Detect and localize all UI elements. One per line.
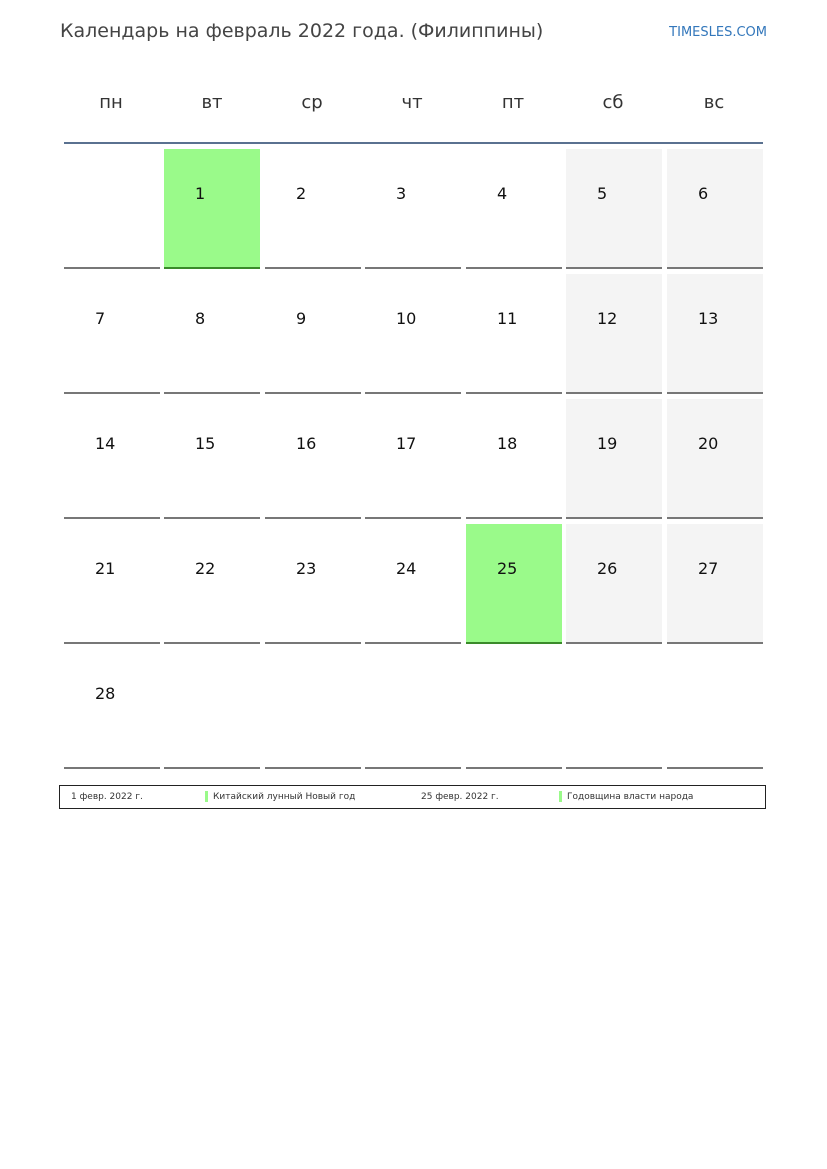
- day-cell: [566, 149, 662, 269]
- day-cell: [466, 524, 562, 644]
- empty-day-cell: [265, 649, 361, 769]
- day-cell: [667, 274, 763, 394]
- day-number: 2: [296, 184, 307, 203]
- legend-date: 25 февр. 2022 г.: [421, 792, 499, 802]
- day-cell: [265, 274, 361, 394]
- day-number: 20: [698, 434, 719, 453]
- day-number: 11: [497, 309, 518, 328]
- weekday-mon: пн: [99, 92, 123, 113]
- day-number: 3: [396, 184, 407, 203]
- day-number: 9: [296, 309, 307, 328]
- weekday-sat: сб: [602, 92, 624, 113]
- day-cell: [466, 399, 562, 519]
- empty-day-cell: [365, 649, 461, 769]
- day-cell: [265, 524, 361, 644]
- day-number: 4: [497, 184, 508, 203]
- weekday-sun: вс: [703, 92, 725, 113]
- legend-holiday-name: Годовщина власти народа: [567, 792, 694, 802]
- day-number: 24: [396, 559, 417, 578]
- day-cell: [164, 524, 260, 644]
- day-number: 26: [597, 559, 618, 578]
- weekday-wed: ср: [301, 92, 323, 113]
- day-cell: [365, 149, 461, 269]
- day-cell: [365, 399, 461, 519]
- empty-day-cell: [64, 149, 160, 269]
- day-number: 22: [195, 559, 216, 578]
- day-cell: [64, 524, 160, 644]
- weekday-thu: чт: [401, 92, 423, 113]
- day-number: 21: [95, 559, 116, 578]
- brand-link[interactable]: TIMESLES.COM: [669, 25, 767, 40]
- day-cell: [466, 274, 562, 394]
- day-number: 19: [597, 434, 618, 453]
- day-cell: [164, 274, 260, 394]
- empty-day-cell: [466, 649, 562, 769]
- day-cell: [667, 399, 763, 519]
- day-cell: [566, 524, 662, 644]
- weekday-fri: пт: [501, 92, 525, 113]
- day-cell: [365, 274, 461, 394]
- day-cell: [64, 399, 160, 519]
- empty-day-cell: [566, 649, 662, 769]
- day-cell: [64, 649, 160, 769]
- weekday-tue: вт: [201, 92, 223, 113]
- day-cell: [566, 274, 662, 394]
- day-cell: [566, 399, 662, 519]
- day-cell: [164, 149, 260, 269]
- day-number: 8: [195, 309, 206, 328]
- legend-date: 1 февр. 2022 г.: [71, 792, 143, 802]
- day-cell: [466, 149, 562, 269]
- day-number: 7: [95, 309, 106, 328]
- calendar-title: Календарь на февраль 2022 года. (Филиппины): [60, 20, 544, 42]
- day-cell: [667, 524, 763, 644]
- day-number: 18: [497, 434, 518, 453]
- day-number: 13: [698, 309, 719, 328]
- holiday-legend: [59, 785, 766, 809]
- day-number: 23: [296, 559, 317, 578]
- empty-day-cell: [164, 649, 260, 769]
- day-number: 27: [698, 559, 719, 578]
- day-number: 28: [95, 684, 116, 703]
- day-number: 17: [396, 434, 417, 453]
- day-number: 5: [597, 184, 608, 203]
- legend-color-marker: [559, 791, 562, 802]
- day-number: 1: [195, 184, 206, 203]
- day-cell: [164, 399, 260, 519]
- legend-holiday-name: Китайский лунный Новый год: [213, 792, 356, 802]
- day-cell: [64, 274, 160, 394]
- day-number: 14: [95, 434, 116, 453]
- day-number: 6: [698, 184, 709, 203]
- day-cell: [265, 149, 361, 269]
- day-number: 15: [195, 434, 216, 453]
- day-cell: [667, 149, 763, 269]
- day-cell: [265, 399, 361, 519]
- day-cell: [365, 524, 461, 644]
- empty-day-cell: [667, 649, 763, 769]
- day-number: 25: [497, 559, 518, 578]
- day-number: 16: [296, 434, 317, 453]
- day-number: 10: [396, 309, 417, 328]
- day-number: 12: [597, 309, 618, 328]
- legend-color-marker: [205, 791, 208, 802]
